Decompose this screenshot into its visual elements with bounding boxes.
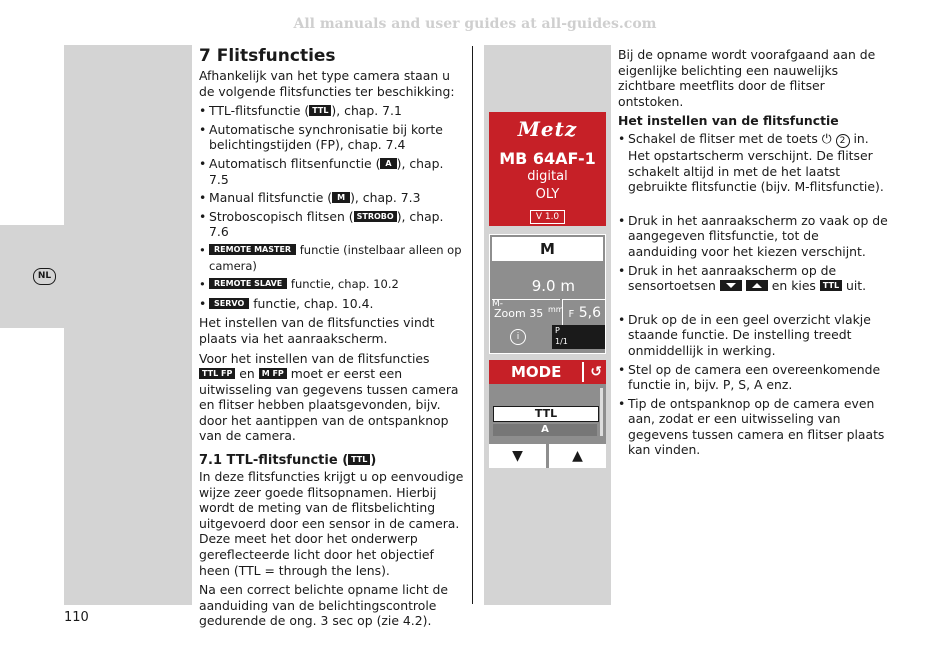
zoom-value: 35 <box>529 307 544 320</box>
down-key-icon <box>720 280 742 291</box>
language-badge: NL <box>33 268 56 285</box>
page-number: 110 <box>64 610 89 625</box>
ttl-fp-badge: TTL FP <box>199 368 235 379</box>
right-text-column <box>618 47 890 462</box>
function-item: • Automatisch flitsenfunctie ( A ), chap. 7.5 <box>199 156 465 187</box>
model-line-system: OLY <box>535 187 560 202</box>
setup-steps-1 <box>618 131 890 195</box>
strobo-badge: STROBO <box>354 211 397 222</box>
power-icon: ⏻ <box>821 130 832 146</box>
display-footer <box>492 325 603 351</box>
left-margin-band <box>64 45 192 605</box>
function-list <box>199 103 465 311</box>
mode-menu <box>489 360 606 468</box>
m-badge: M <box>332 192 350 203</box>
model-name: MB 64AF-1 <box>499 149 596 168</box>
startup-screen <box>489 146 606 226</box>
watermark: All manuals and user guides at all-guides.com <box>293 16 657 32</box>
current-mode-button[interactable]: M <box>492 237 603 261</box>
function-item: • SERVO functie, chap. 10.4. <box>199 296 465 312</box>
step-item: • Tip de ontspanknop op de camera even aan, zodat er een uitwisseling van gegevens tussen camera en flitser plaats kan vinden. <box>618 396 890 458</box>
step-item: • Stel op de camera een overeenkomende functie in, bijv. P, S, A enz. <box>618 362 890 393</box>
zoom-readout[interactable] <box>492 299 564 326</box>
function-item: • REMOTE MASTER functie (instelbaar alleen op camera) <box>199 243 465 274</box>
exposure-paragraph: Na een correct belichte opname licht de aanduiding van de belichtingscontrole gedurende de ong. 3 sec op (zie 4.2). <box>199 582 448 629</box>
mode-menu-title: MODE <box>511 363 562 381</box>
zoom-mode-label: M- <box>492 299 504 309</box>
step-item: • Schakel de flitser met de toets ⏻ 2 in. Het opstartscherm verschijnt. De flitser schakelt altijd in met de het laatst gebruikte flitsfunctie (bijv. M-flitsfunctie). <box>618 131 890 195</box>
aperture-value: 5,6 <box>578 305 601 321</box>
arrow-down-button[interactable]: ▼ <box>489 444 546 468</box>
version-label: V 1.0 <box>530 210 565 224</box>
intro-paragraph: Afhankelijk van het type camera staan u de volgende flitsfuncties ter beschikking: <box>199 68 455 99</box>
info-icon[interactable]: i <box>510 329 526 345</box>
power-level-readout[interactable] <box>552 325 605 349</box>
a-badge: A <box>380 158 396 169</box>
mode-menu-header <box>489 360 606 384</box>
function-item: • Manual flitsfunctie ( M ), chap. 7.3 <box>199 190 465 206</box>
aperture-label: F <box>568 309 575 320</box>
section-heading: 7 Flitsfuncties <box>199 46 336 66</box>
step-item: • Druk op de in een geel overzicht vlakje staande functie. De instelling treedt onmiddellijk in werking. <box>618 312 890 359</box>
ttl-fp-paragraph: Voor het instellen van de flitsfuncties TTL FP en M FP moet er eerst een uitwisseling van gegevens tussen camera en flitser hebben plaatsgevonden, bijv. door het aantippen van de ontspanknop van de camera. <box>199 350 459 444</box>
function-item: • TTL-flitsfunctie ( TTL ), chap. 7.1 <box>199 103 465 119</box>
menu-arrow-keys <box>489 444 606 468</box>
distance-readout: 9.0 m <box>531 277 575 295</box>
step-item: • Druk in het aanraakscherm zo vaak op de aangegeven flitsfunctie, tot de aanduiding voor het kiezen verschijnt. <box>618 213 890 260</box>
function-item: • REMOTE SLAVE functie, chap. 10.2 <box>199 277 465 293</box>
setup-steps-2 <box>618 213 890 294</box>
up-key-icon <box>746 280 768 291</box>
ttl-badge: TTL <box>820 280 842 291</box>
menu-option-ttl[interactable]: TTL <box>493 406 599 422</box>
servo-badge: SERVO <box>209 298 249 309</box>
callout-number: 2 <box>836 134 850 148</box>
menu-scrollbar[interactable] <box>600 388 603 436</box>
subsection-heading: 7.1 TTL-flitsfunctie ( TTL ) <box>199 453 377 469</box>
menu-option-a[interactable]: A <box>493 424 597 436</box>
function-item: • Stroboscopisch flitsen ( STROBO ), chap. 7.6 <box>199 209 465 240</box>
m-fp-badge: M FP <box>259 368 287 379</box>
back-icon[interactable]: ↺ <box>582 362 602 382</box>
ttl-paragraph: In deze flitsfuncties krijgt u op eenvoudige wijze zeer goede flitsopnamen. Hierbij wordt de meting van de flitsbelichting uitgevoerd door een sensor in de camera. Deze meet het door het onderwerp gereflecteerde licht door het objectief heen (TTL = through the lens). <box>199 469 464 578</box>
mode-display <box>489 234 606 354</box>
ttl-badge: TTL <box>309 105 331 116</box>
arrow-up-button[interactable]: ▲ <box>549 444 606 468</box>
zoom-word: Zoom <box>494 307 526 320</box>
aperture-readout[interactable] <box>562 299 605 325</box>
remote-master-badge: REMOTE MASTER <box>209 244 296 255</box>
zoom-unit: mm <box>548 305 564 314</box>
left-text-column <box>199 46 465 633</box>
metering-flash-paragraph: Bij de opname wordt voorafgaand aan de eigenlijke belichting een nauwelijks zichtbare meetflits door de flitser ontstoken. <box>618 47 876 109</box>
power-label: P <box>555 326 560 335</box>
setup-heading: Het instellen van de flitsfunctie <box>618 113 839 129</box>
setup-steps-3 <box>618 312 890 458</box>
flash-device-illustration <box>489 112 606 468</box>
step-item: • Druk in het aanraakscherm op de sensortoetsen en kies TTL uit. <box>618 263 890 294</box>
column-divider <box>472 46 473 604</box>
brand-logo: Metz <box>489 112 606 146</box>
function-item: • Automatische synchronisatie bij korte belichtingstijden (FP), chap. 7.4 <box>199 122 465 153</box>
ttl-badge: TTL <box>348 454 370 465</box>
model-line-digital: digital <box>527 169 568 184</box>
remote-slave-badge: REMOTE SLAVE <box>209 278 287 289</box>
touchscreen-paragraph: Het instellen van de flitsfuncties vindt plaats via het aanraakscherm. <box>199 315 435 346</box>
power-value: 1/1 <box>555 337 568 346</box>
